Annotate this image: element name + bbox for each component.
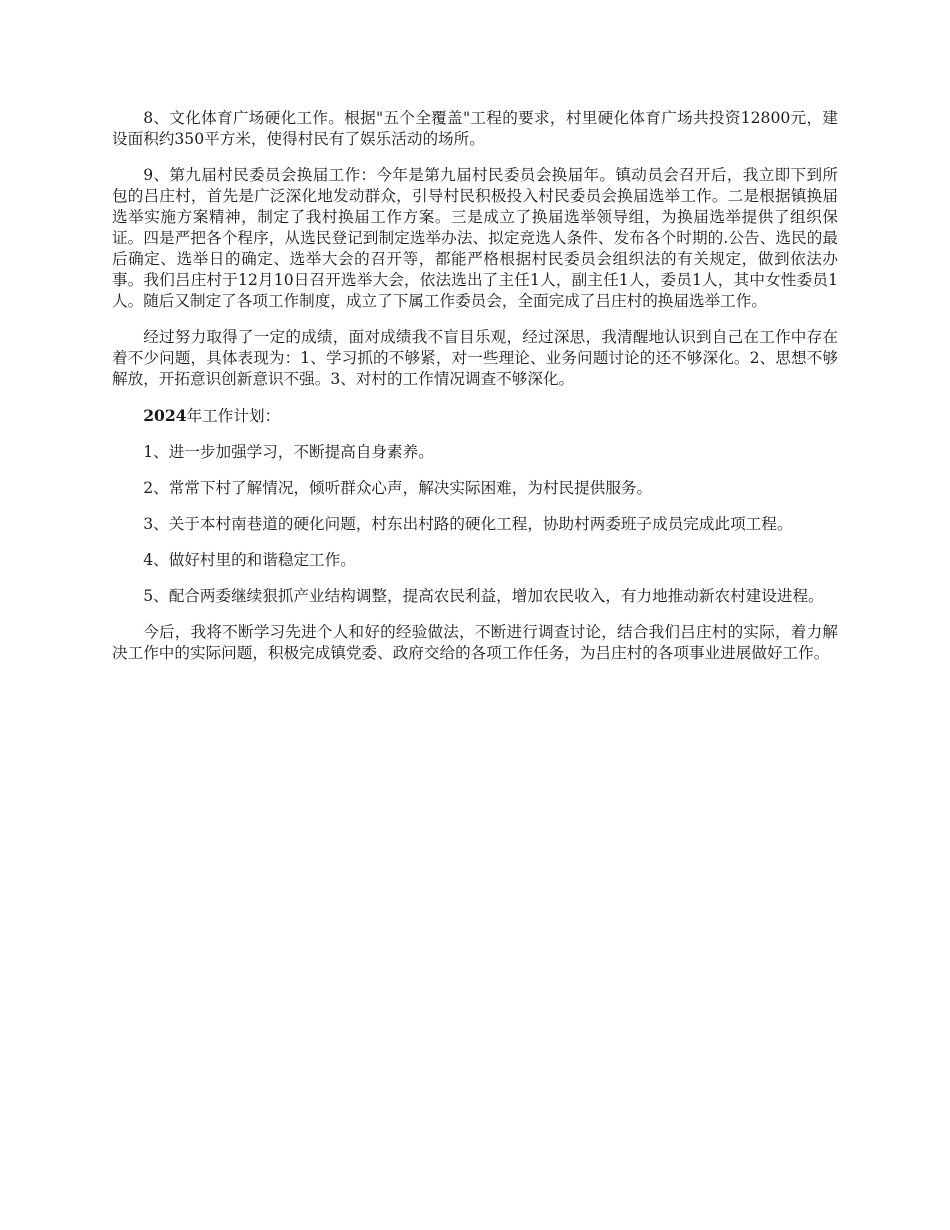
- paragraph-item-9: 9、第九届村民委员会换届工作：今年是第九届村民委员会换届年。镇动员会召开后，我立即下到所包的吕庄村，首先是广泛深化地发动群众，引导村民积极投入村民委员会换届选举工作。二是根据镇换届选举实施方案精神，制定了我村换届工作方案。三是成立了换届选举领导组，为换届选举提供了组织保证。四是严把各个程序，从选民登记到制定选举办法、拟定竞选人条件、发布各个时期的.公告、选民的最后确定、选举日的确定、选举大会的召开等，都能严格根据村民委员会组织法的有关规定，做到依法办事。我们吕庄村于12月10日召开选举大会，依法选出了主任1人，副主任1人，委员1人，其中女性委员1人。随后又制定了各项工作制度，成立了下属工作委员会，全面完成了吕庄村的换届选举工作。: [112, 166, 838, 310]
- plan-item-4: 4、做好村里的和谐稳定工作。: [143, 551, 356, 569]
- closing-paragraph: 今后，我将不断学习先进个人和好的经验做法，不断进行调查讨论，结合我们吕庄村的实际，着力解决工作中的实际问题，积极完成镇党委、政府交给的各项工作任务，为吕庄村的各项事业进展做好工作。: [112, 623, 838, 662]
- plan-title-suffix: 年工作计划：: [186, 407, 281, 425]
- plan-heading: [112, 405, 838, 427]
- plan-item-2: 2、常常下村了解情况，倾听群众心声，解决实际困难，为村民提供服务。: [143, 479, 653, 497]
- paragraph-item-8: 8、文化体育广场硬化工作。根据"五个全覆盖"工程的要求，村里硬化体育广场共投资12800元，建设面积约350平方米，使得村民有了娱乐活动的场所。: [112, 109, 838, 148]
- plan-item-1: 1、进一步加强学习，不断提高自身素养。: [143, 443, 434, 461]
- paragraph-reflection: 经过努力取得了一定的成绩，面对成绩我不盲目乐观，经过深思，我清醒地认识到自己在工作中存在着不少问题，具体表现为：1、学习抓的不够紧，对一些理论、业务问题讨论的还不够深化。2、思想不够解放，开拓意识创新意识不强。3、对村的工作情况调查不够深化。: [112, 328, 838, 388]
- document-body: [112, 108, 838, 679]
- plan-item-3: 3、关于本村南巷道的硬化问题，村东出村路的硬化工程，协助村两委班子成员完成此项工程。: [143, 515, 793, 533]
- plan-year: 2024: [143, 406, 187, 425]
- plan-item-5: 5、配合两委继续狠抓产业结构调整，提高农民利益，增加农民收入，有力地推动新农村建设进程。: [143, 587, 824, 605]
